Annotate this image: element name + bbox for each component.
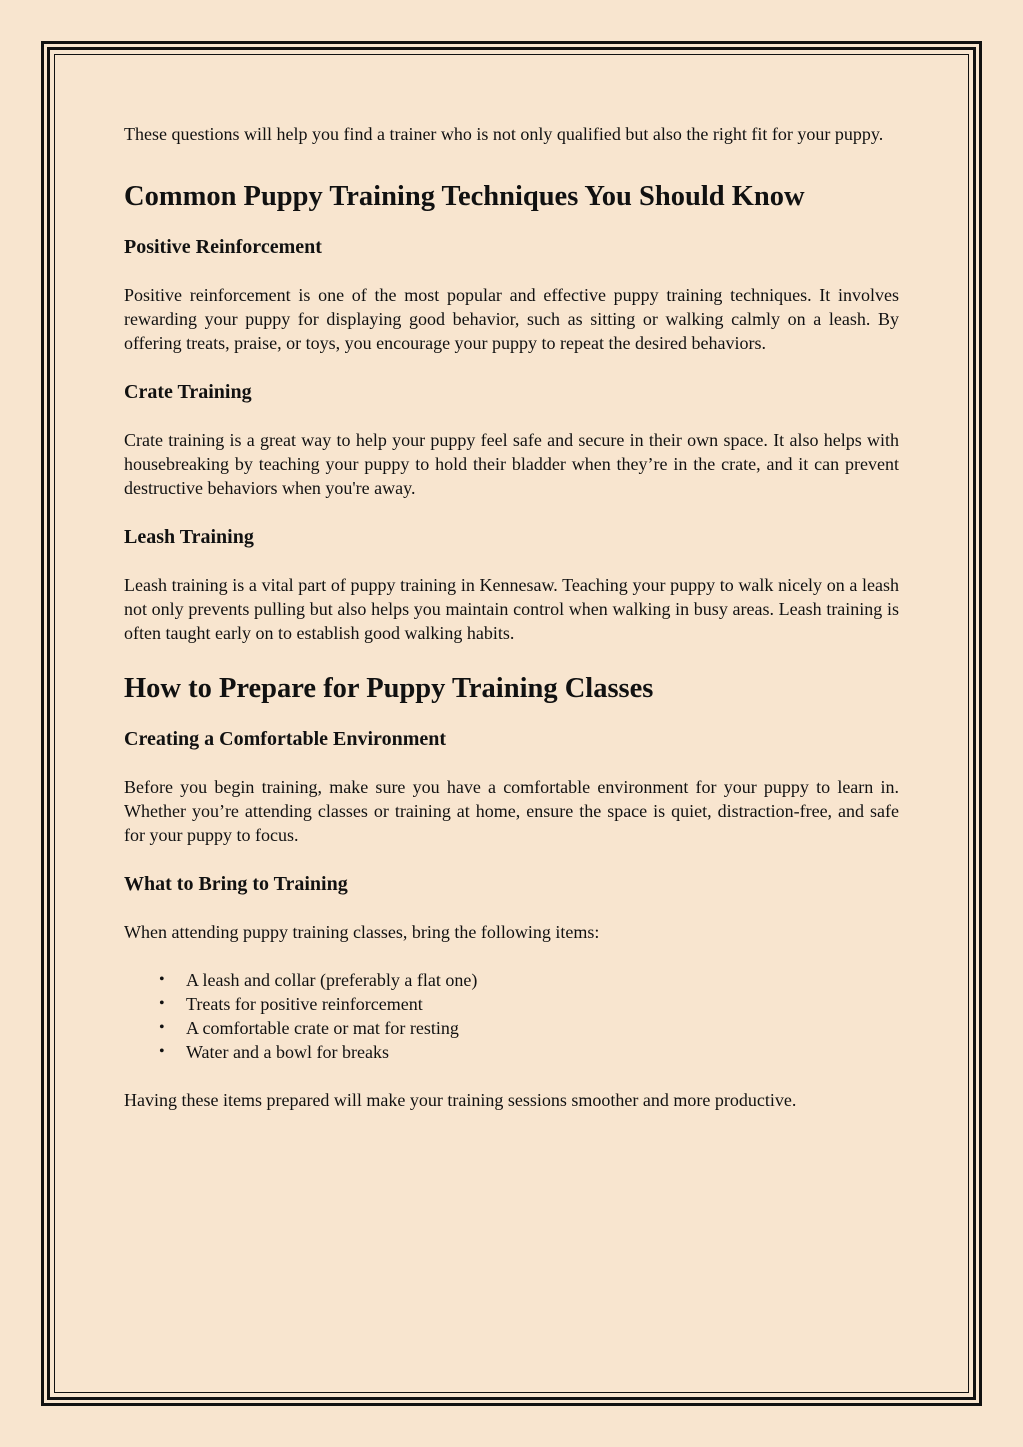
leash-training-paragraph: Leash training is a vital part of puppy training in Kennesaw. Teaching your puppy to walk nicely on a leash not only prevents pulling but also helps you maintain control when walking in busy areas. Leash training is often taught early on to establish good walking habits. (124, 575, 899, 643)
list-item: • A leash and collar (preferably a flat one) (186, 968, 899, 992)
comfortable-environment-heading: Creating a Comfortable Environment (124, 728, 447, 750)
list-item: • A comfortable crate or mat for resting (186, 1016, 899, 1040)
positive-reinforcement-paragraph: Positive reinforcement is one of the most popular and effective puppy training techniques. It involves rewarding your puppy for displaying good behavior, such as sitting or walking calmly on a leash. By offering treats, praise, or toys, you encourage your puppy to repeat the desired behaviors. (124, 285, 899, 353)
what-to-bring-heading: What to Bring to Training (124, 873, 348, 895)
crate-training-heading: Crate Training (124, 381, 252, 403)
document-body (124, 122, 899, 1112)
section-prepare-heading: How to Prepare for Puppy Training Classes (124, 673, 654, 704)
comfortable-environment-paragraph: Before you begin training, make sure you have a comfortable environment for your puppy to learn in. Whether you’re attending classes or training at home, ensure the space is quiet, distraction-free, and safe for your puppy to focus. (124, 777, 899, 845)
items-list (124, 968, 899, 1064)
intro-paragraph: These questions will help you find a trainer who is not only qualified but also the right fit for your puppy. (124, 124, 884, 144)
leash-training-heading: Leash Training (124, 526, 254, 548)
list-item: • Water and a bowl for breaks (186, 1040, 899, 1064)
crate-training-paragraph: Crate training is a great way to help your puppy feel safe and secure in their own space. It also helps with housebreaking by teaching your puppy to hold their bladder when they’re in the crate, and it can prevent destructive behaviors when you're away. (124, 430, 899, 498)
list-item: • Treats for positive reinforcement (186, 992, 899, 1016)
positive-reinforcement-heading: Positive Reinforcement (124, 236, 322, 258)
closing-paragraph: Having these items prepared will make your training sessions smoother and more productive. (124, 1090, 797, 1110)
section-techniques-heading: Common Puppy Training Techniques You Should Know (124, 181, 805, 212)
what-to-bring-intro: When attending puppy training classes, bring the following items: (124, 922, 600, 942)
